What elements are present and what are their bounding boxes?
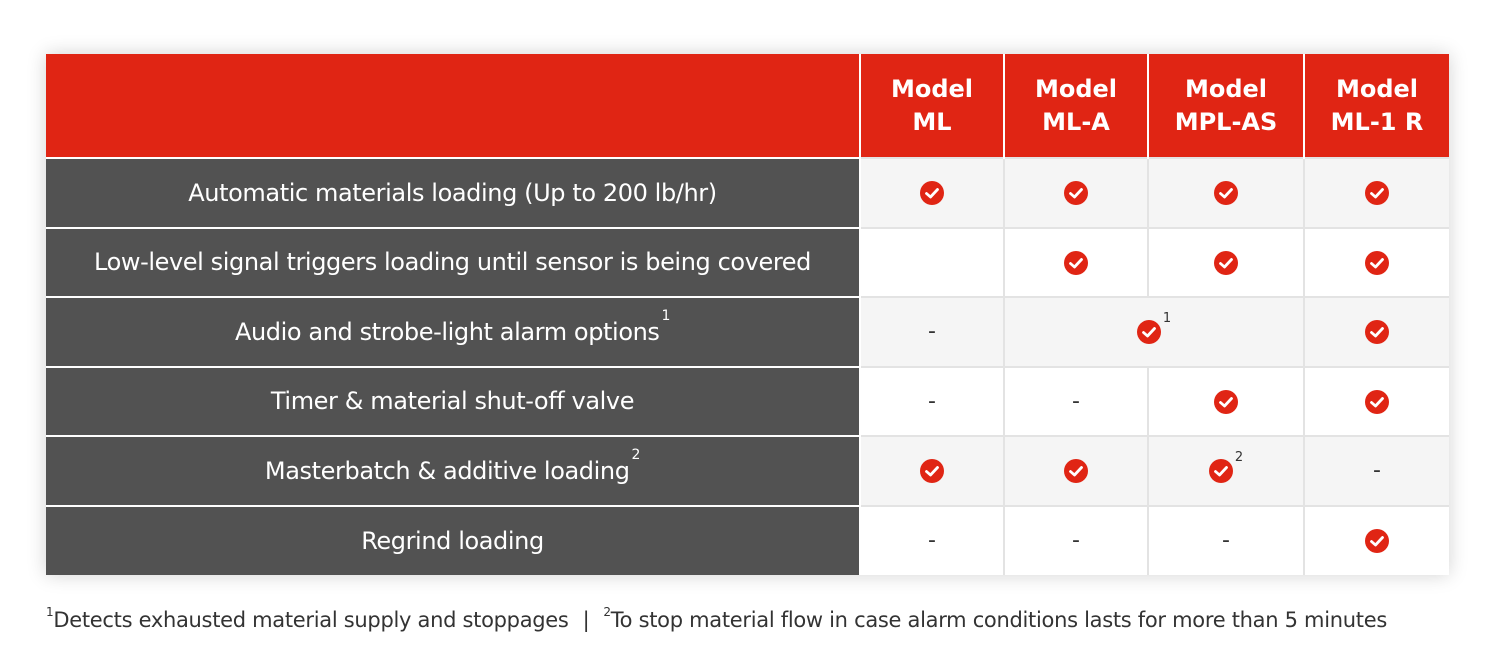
column-header-line: Model — [890, 74, 974, 103]
table-cell — [1004, 367, 1148, 437]
table-cell — [1004, 228, 1148, 298]
feature-label — [46, 436, 860, 506]
check-circle-icon — [920, 459, 944, 483]
feature-text: Masterbatch & additive loading — [264, 456, 630, 485]
dash-mark: - — [928, 319, 936, 345]
feature-text: Audio and strobe-light alarm options — [234, 317, 660, 346]
check-circle-icon — [1365, 181, 1389, 205]
table-cell — [1148, 367, 1304, 437]
check-circle-icon — [1064, 251, 1088, 275]
table-cell — [1004, 436, 1148, 506]
feature-text: Timer & material shut-off valve — [270, 387, 635, 416]
footnote-marker: 1 — [661, 307, 671, 324]
comparison-table — [46, 54, 1449, 575]
feature-label — [46, 506, 860, 576]
table-cell — [1304, 506, 1449, 576]
check-circle-icon — [920, 181, 944, 205]
header-blank-cell — [46, 54, 860, 158]
check-circle-icon — [1365, 251, 1389, 275]
check-circle-icon — [1365, 390, 1389, 414]
feature-text: Automatic materials loading (Up to 200 lb/hr) — [188, 178, 717, 207]
check-circle-icon — [1365, 529, 1389, 553]
footnote-marker: 1 — [1162, 311, 1172, 327]
dash-mark: - — [1072, 388, 1080, 414]
table-row — [46, 506, 1449, 576]
table-cell — [860, 367, 1004, 437]
table-row — [46, 297, 1449, 367]
table-row — [46, 228, 1449, 298]
table-cell — [860, 158, 1004, 228]
table-cell-empty — [860, 228, 1004, 298]
feature-text: Low-level signal triggers loading until sensor is being covered — [94, 248, 811, 277]
column-header-ml-a — [1004, 54, 1148, 158]
column-header-line: ML-A — [1042, 107, 1110, 136]
dash-mark: - — [1072, 528, 1080, 554]
table-row — [46, 436, 1449, 506]
table-cell — [1148, 158, 1304, 228]
check-circle-icon — [1064, 459, 1088, 483]
comparison-table-card — [46, 54, 1449, 575]
column-header-line: Model — [1034, 74, 1118, 103]
column-header-line: ML-1 R — [1330, 107, 1424, 136]
table-row — [46, 158, 1449, 228]
table-cell — [1148, 436, 1304, 506]
footnote-number: 1 — [46, 605, 54, 619]
table-cell — [1004, 506, 1148, 576]
table-cell — [1304, 436, 1449, 506]
table-cell — [1304, 297, 1449, 367]
table-cell — [1304, 367, 1449, 437]
table-row — [46, 367, 1449, 437]
dash-mark: - — [1222, 528, 1230, 554]
table-cell — [1148, 506, 1304, 576]
column-header-line: Model — [1335, 74, 1419, 103]
feature-label — [46, 297, 860, 367]
table-cell — [860, 297, 1004, 367]
footnote-text: Detects exhausted material supply and stoppages — [53, 608, 569, 632]
column-header-ml-1r — [1304, 54, 1449, 158]
table-cell — [1004, 158, 1148, 228]
feature-label — [46, 228, 860, 298]
table-cell — [1148, 228, 1304, 298]
footnote-number: 2 — [603, 605, 611, 619]
table-cell — [860, 506, 1004, 576]
check-circle-icon — [1365, 320, 1389, 344]
footnote-separator: | — [582, 608, 590, 632]
footnote-marker: 2 — [631, 446, 641, 463]
column-header-line: MPL-AS — [1174, 107, 1278, 136]
dash-mark: - — [928, 528, 936, 554]
dash-mark: - — [1373, 458, 1381, 484]
check-circle-icon — [1209, 459, 1233, 483]
feature-label — [46, 158, 860, 228]
feature-label — [46, 367, 860, 437]
column-header-mpl-as — [1148, 54, 1304, 158]
feature-text: Regrind loading — [361, 526, 544, 555]
dash-mark: - — [928, 388, 936, 414]
table-cell — [1304, 228, 1449, 298]
column-header-ml — [860, 54, 1004, 158]
footnote-text: To stop material flow in case alarm conditions lasts for more than 5 minutes — [610, 608, 1387, 632]
footnotes — [46, 605, 1456, 632]
check-circle-icon — [1214, 251, 1238, 275]
column-header-line: Model — [1184, 74, 1268, 103]
table-cell — [860, 436, 1004, 506]
header-row — [46, 54, 1449, 158]
table-cell-merged — [1004, 297, 1304, 367]
check-circle-icon — [1064, 181, 1088, 205]
table-cell — [1304, 158, 1449, 228]
check-circle-icon — [1137, 320, 1161, 344]
check-circle-icon — [1214, 390, 1238, 414]
check-circle-icon — [1214, 181, 1238, 205]
footnote-marker: 2 — [1234, 450, 1244, 466]
column-header-line: ML — [912, 107, 952, 136]
